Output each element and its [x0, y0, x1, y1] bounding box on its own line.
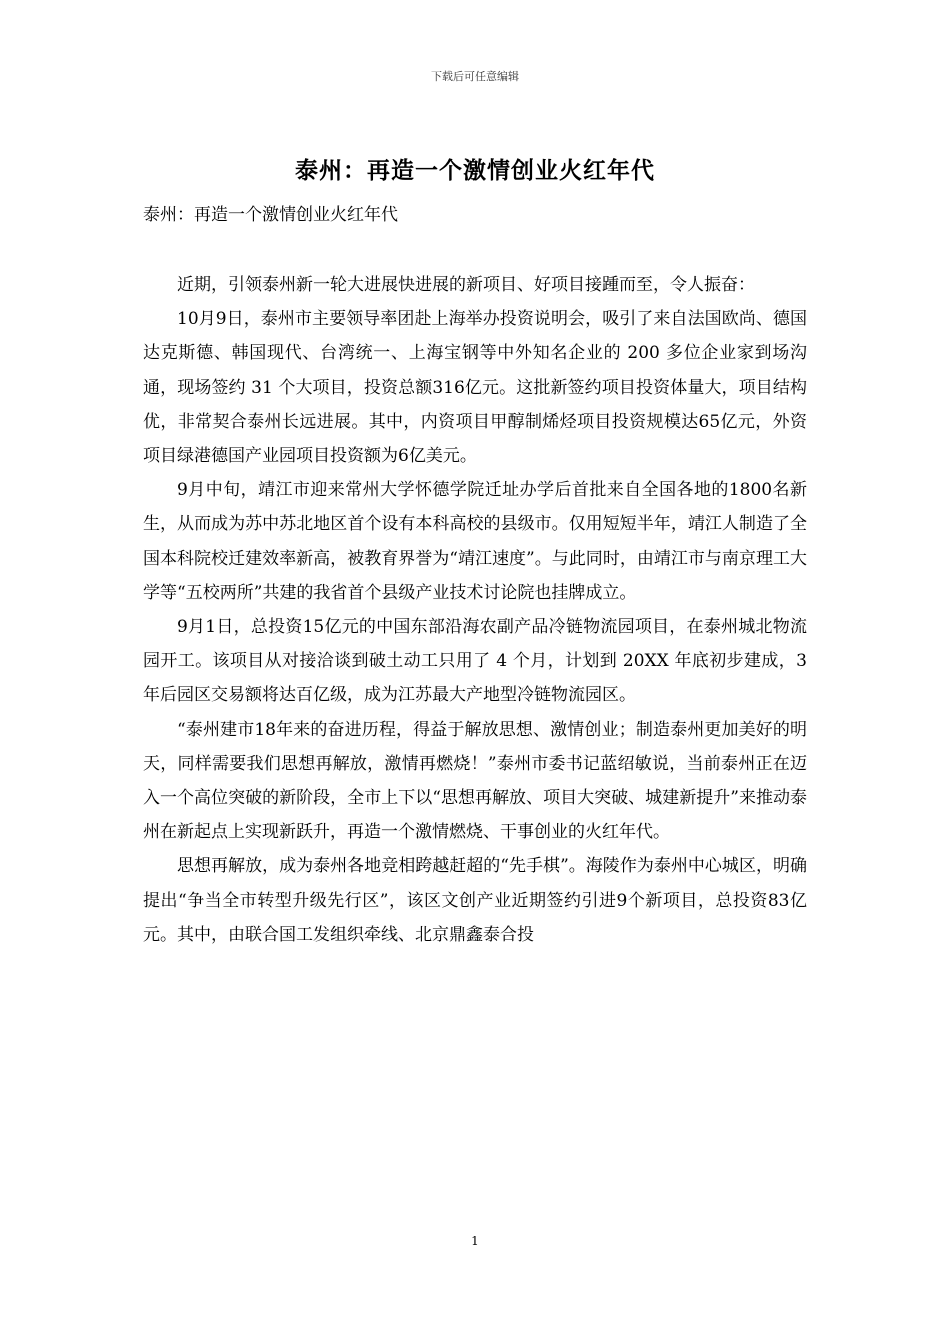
page-number: 1 — [471, 1234, 479, 1248]
header-note: 下载后可任意编辑 — [431, 70, 519, 83]
document-title: 泰州：再造一个激情创业火红年代 — [295, 157, 655, 184]
paragraph-jingjiang-university: 9月中旬，靖江市迎来常州大学怀德学院迁址办学后首批来自全国各地的1800名新生，从而成为苏中苏北地区首个设有本科高校的县级市。仅用短短半年，靖江人制造了全国本科院校迁建效率新高，被教育界誉为“靖江速度”。与此同时，由靖江市与南京理工大学等“五校两所”共建的我省首个县级产业技术讨论院也挂牌成立。 — [143, 480, 807, 603]
paragraph-cold-chain-logistics: 9月1日，总投资15亿元的中国东部沿海农副产品冷链物流园项目，在泰州城北物流园开工。该项目从对接洽谈到破土动工只用了 4 个月，计划到 20XX 年底初步建成，3年后园区交易额将达百亿级，成为江苏最大产地型冷链物流园区。 — [143, 617, 807, 706]
paragraph-shanghai-investment: 10月9日，泰州市主要领导率团赴上海举办投资说明会，吸引了来自法国欧尚、德国达克斯德、韩国现代、台湾统一、上海宝钢等中外知名企业的 200 多位企业家到场沟通，现场签约 31 个大项目，投资总额316亿元。这批新签约项目投资体量大，项目结构优，非常契合泰州长远进展。其中，内资项目甲醇制烯烃项目投资规模达65亿元，外资项目绿港德国产业园项目投资额为6亿美元。 — [143, 309, 807, 467]
paragraph-hailing-district: 思想再解放，成为泰州各地竞相跨越赶超的“先手棋”。海陵作为泰州中心城区，明确提出“争当全市转型升级先行区”，该区文创产业近期签约引进9个新项目，总投资83亿元。其中，由联合国工发组织牵线、北京鼎鑫泰合投 — [143, 856, 807, 945]
paragraph-intro: 近期，引领泰州新一轮大进展快进展的新项目、好项目接踵而至，令人振奋： — [177, 275, 755, 295]
paragraph-party-secretary-quote: “泰州建市18年来的奋进历程，得益于解放思想、激情创业；制造泰州更加美好的明天，同样需要我们思想再解放，激情再燃烧！”泰州市委书记蓝绍敏说，当前泰州正在迈入一个高位突破的新阶段，全市上下以“思想再解放、项目大突破、城建新提升”来推动泰州在新起点上实现新跃升，再造一个激情燃烧、干事创业的火红年代。 — [143, 719, 807, 843]
document-body — [143, 268, 807, 952]
document-subtitle: 泰州：再造一个激情创业火红年代 — [143, 205, 398, 225]
